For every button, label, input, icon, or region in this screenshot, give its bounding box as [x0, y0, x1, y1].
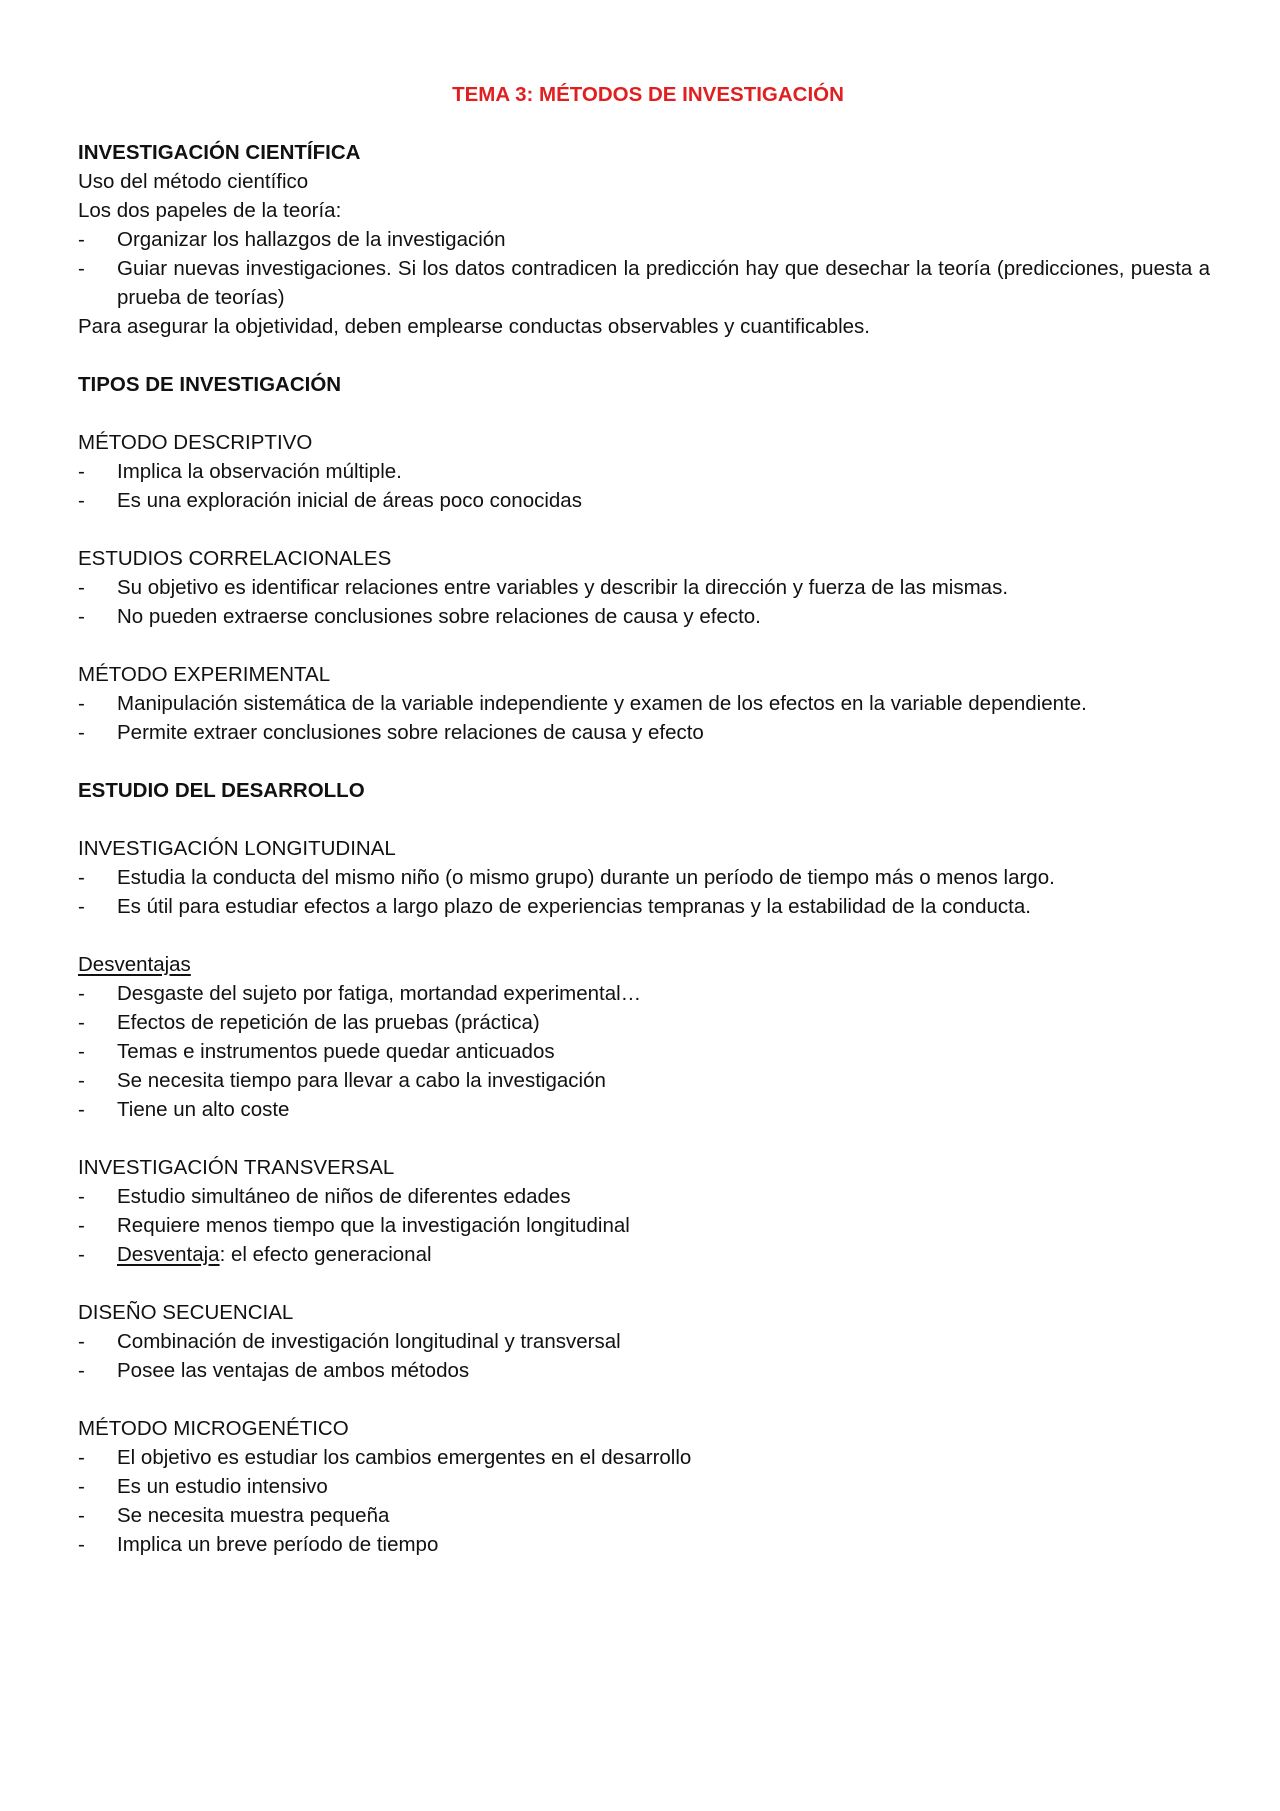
- list-item: [78, 689, 1210, 718]
- subsection-title: ESTUDIOS CORRELACIONALES: [78, 547, 392, 570]
- list-item-text: Es una exploración inicial de áreas poco conocidas: [117, 489, 582, 512]
- list-item: [78, 892, 1210, 921]
- list-item: [78, 602, 1210, 631]
- list-item: [78, 486, 1210, 515]
- list-item: [78, 1182, 1210, 1211]
- list-item: [78, 1037, 1210, 1066]
- subsection-title: INVESTIGACIÓN LONGITUDINAL: [78, 837, 396, 860]
- bullet-dash: -: [78, 576, 85, 599]
- bullet-dash: -: [78, 489, 85, 512]
- list-item: [78, 1530, 1210, 1559]
- bullet-dash: -: [78, 1069, 85, 1092]
- list-item-text: Manipulación sistemática de la variable independiente y examen de los efectos en la variable dependiente.: [117, 692, 1087, 715]
- list-item: [78, 863, 1210, 892]
- paragraph: Para asegurar la objetividad, deben emplearse conductas observables y cuantificables.: [78, 315, 871, 338]
- list-item-text: Es un estudio intensivo: [117, 1475, 328, 1498]
- list-item-text: Es útil para estudiar efectos a largo plazo de experiencias tempranas y la estabilidad de la conducta.: [117, 895, 1031, 918]
- bullet-dash: -: [78, 1011, 85, 1034]
- list-item-text: Temas e instrumentos puede quedar anticuados: [117, 1040, 555, 1063]
- list-item: [78, 573, 1210, 602]
- bullet-dash: -: [78, 228, 85, 251]
- bullet-dash: -: [78, 866, 85, 889]
- list-item: [78, 718, 1210, 747]
- list-item-text: Organizar los hallazgos de la investigación: [117, 228, 506, 251]
- desventajas-label: Desventajas: [78, 953, 191, 976]
- section-heading-investigacion-cientifica: INVESTIGACIÓN CIENTÍFICA: [78, 141, 361, 164]
- list-item-text: Implica un breve período de tiempo: [117, 1533, 439, 1556]
- desventaja-text: : el efecto generacional: [219, 1243, 432, 1266]
- list-item: [78, 1211, 1210, 1240]
- list-item-text: Estudio simultáneo de niños de diferentes edades: [117, 1185, 571, 1208]
- list-item-text: Implica la observación múltiple.: [117, 460, 402, 483]
- list-item-text: Guiar nuevas investigaciones. Si los datos contradicen la predicción hay que desechar la teoría (predicciones, puesta a prueba de teorías): [117, 257, 1210, 309]
- section-heading-tipos-de-investigacion: TIPOS DE INVESTIGACIÓN: [78, 373, 342, 396]
- list-item-text: Estudia la conducta del mismo niño (o mismo grupo) durante un período de tiempo más o menos largo.: [117, 866, 1055, 889]
- list-item: [78, 1443, 1210, 1472]
- bullet-dash: -: [78, 895, 85, 918]
- subsection-title: DISEÑO SECUENCIAL: [78, 1301, 294, 1324]
- list-item-text: No pueden extraerse conclusiones sobre relaciones de causa y efecto.: [117, 605, 761, 628]
- bullet-dash: -: [78, 1330, 85, 1353]
- list-item: [78, 1008, 1210, 1037]
- subsection-title: MÉTODO DESCRIPTIVO: [78, 431, 313, 454]
- bullet-dash: -: [78, 692, 85, 715]
- bullet-dash: -: [78, 1504, 85, 1527]
- bullet-dash: -: [78, 1098, 85, 1121]
- subsection-title: MÉTODO MICROGENÉTICO: [78, 1417, 349, 1440]
- list-item: [78, 254, 1210, 312]
- list-item-text: Requiere menos tiempo que la investigación longitudinal: [117, 1214, 630, 1237]
- subsection-title: MÉTODO EXPERIMENTAL: [78, 663, 331, 686]
- list-item: [78, 457, 1210, 486]
- bullet-dash: -: [78, 257, 85, 280]
- bullet-dash: -: [78, 1475, 85, 1498]
- list-item-text: Tiene un alto coste: [117, 1098, 290, 1121]
- paragraph: Los dos papeles de la teoría:: [78, 199, 342, 222]
- list-item-text: Combinación de investigación longitudinal y transversal: [117, 1330, 621, 1353]
- bullet-dash: -: [78, 1243, 85, 1266]
- list-item: [78, 225, 1210, 254]
- bullet-dash: -: [78, 1533, 85, 1556]
- list-item: [78, 1095, 1210, 1124]
- list-item: [78, 1240, 1210, 1269]
- bullet-dash: -: [78, 1040, 85, 1063]
- bullet-dash: -: [78, 1214, 85, 1237]
- bullet-dash: -: [78, 605, 85, 628]
- section-heading-estudio-del-desarrollo: ESTUDIO DEL DESARROLLO: [78, 779, 365, 802]
- list-item-text: Permite extraer conclusiones sobre relaciones de causa y efecto: [117, 721, 704, 744]
- list-item-text: Su objetivo es identificar relaciones entre variables y describir la dirección y fuerza de las mismas.: [117, 576, 1009, 599]
- document-title: TEMA 3: MÉTODOS DE INVESTIGACIÓN: [452, 83, 844, 106]
- list-item: [78, 979, 1210, 1008]
- bullet-dash: -: [78, 460, 85, 483]
- list-item-text: El objetivo es estudiar los cambios emergentes en el desarrollo: [117, 1446, 692, 1469]
- bullet-dash: -: [78, 982, 85, 1005]
- list-item-text: Desgaste del sujeto por fatiga, mortandad experimental…: [117, 982, 642, 1005]
- bullet-dash: -: [78, 1446, 85, 1469]
- desventaja-label: Desventaja: [117, 1243, 220, 1266]
- list-item-text: Se necesita muestra pequeña: [117, 1504, 390, 1527]
- list-item-text: Se necesita tiempo para llevar a cabo la investigación: [117, 1069, 606, 1092]
- list-item: [78, 1356, 1210, 1385]
- list-item: [78, 1066, 1210, 1095]
- bullet-dash: -: [78, 1185, 85, 1208]
- bullet-dash: -: [78, 1359, 85, 1382]
- list-item: [78, 1501, 1210, 1530]
- list-item: [78, 1472, 1210, 1501]
- subsection-title: INVESTIGACIÓN TRANSVERSAL: [78, 1156, 395, 1179]
- list-item-text: Efectos de repetición de las pruebas (práctica): [117, 1011, 540, 1034]
- bullet-dash: -: [78, 721, 85, 744]
- list-item: [78, 1327, 1210, 1356]
- list-item-text: Posee las ventajas de ambos métodos: [117, 1359, 470, 1382]
- list-item-text: [117, 1240, 1210, 1269]
- paragraph: Uso del método científico: [78, 170, 309, 193]
